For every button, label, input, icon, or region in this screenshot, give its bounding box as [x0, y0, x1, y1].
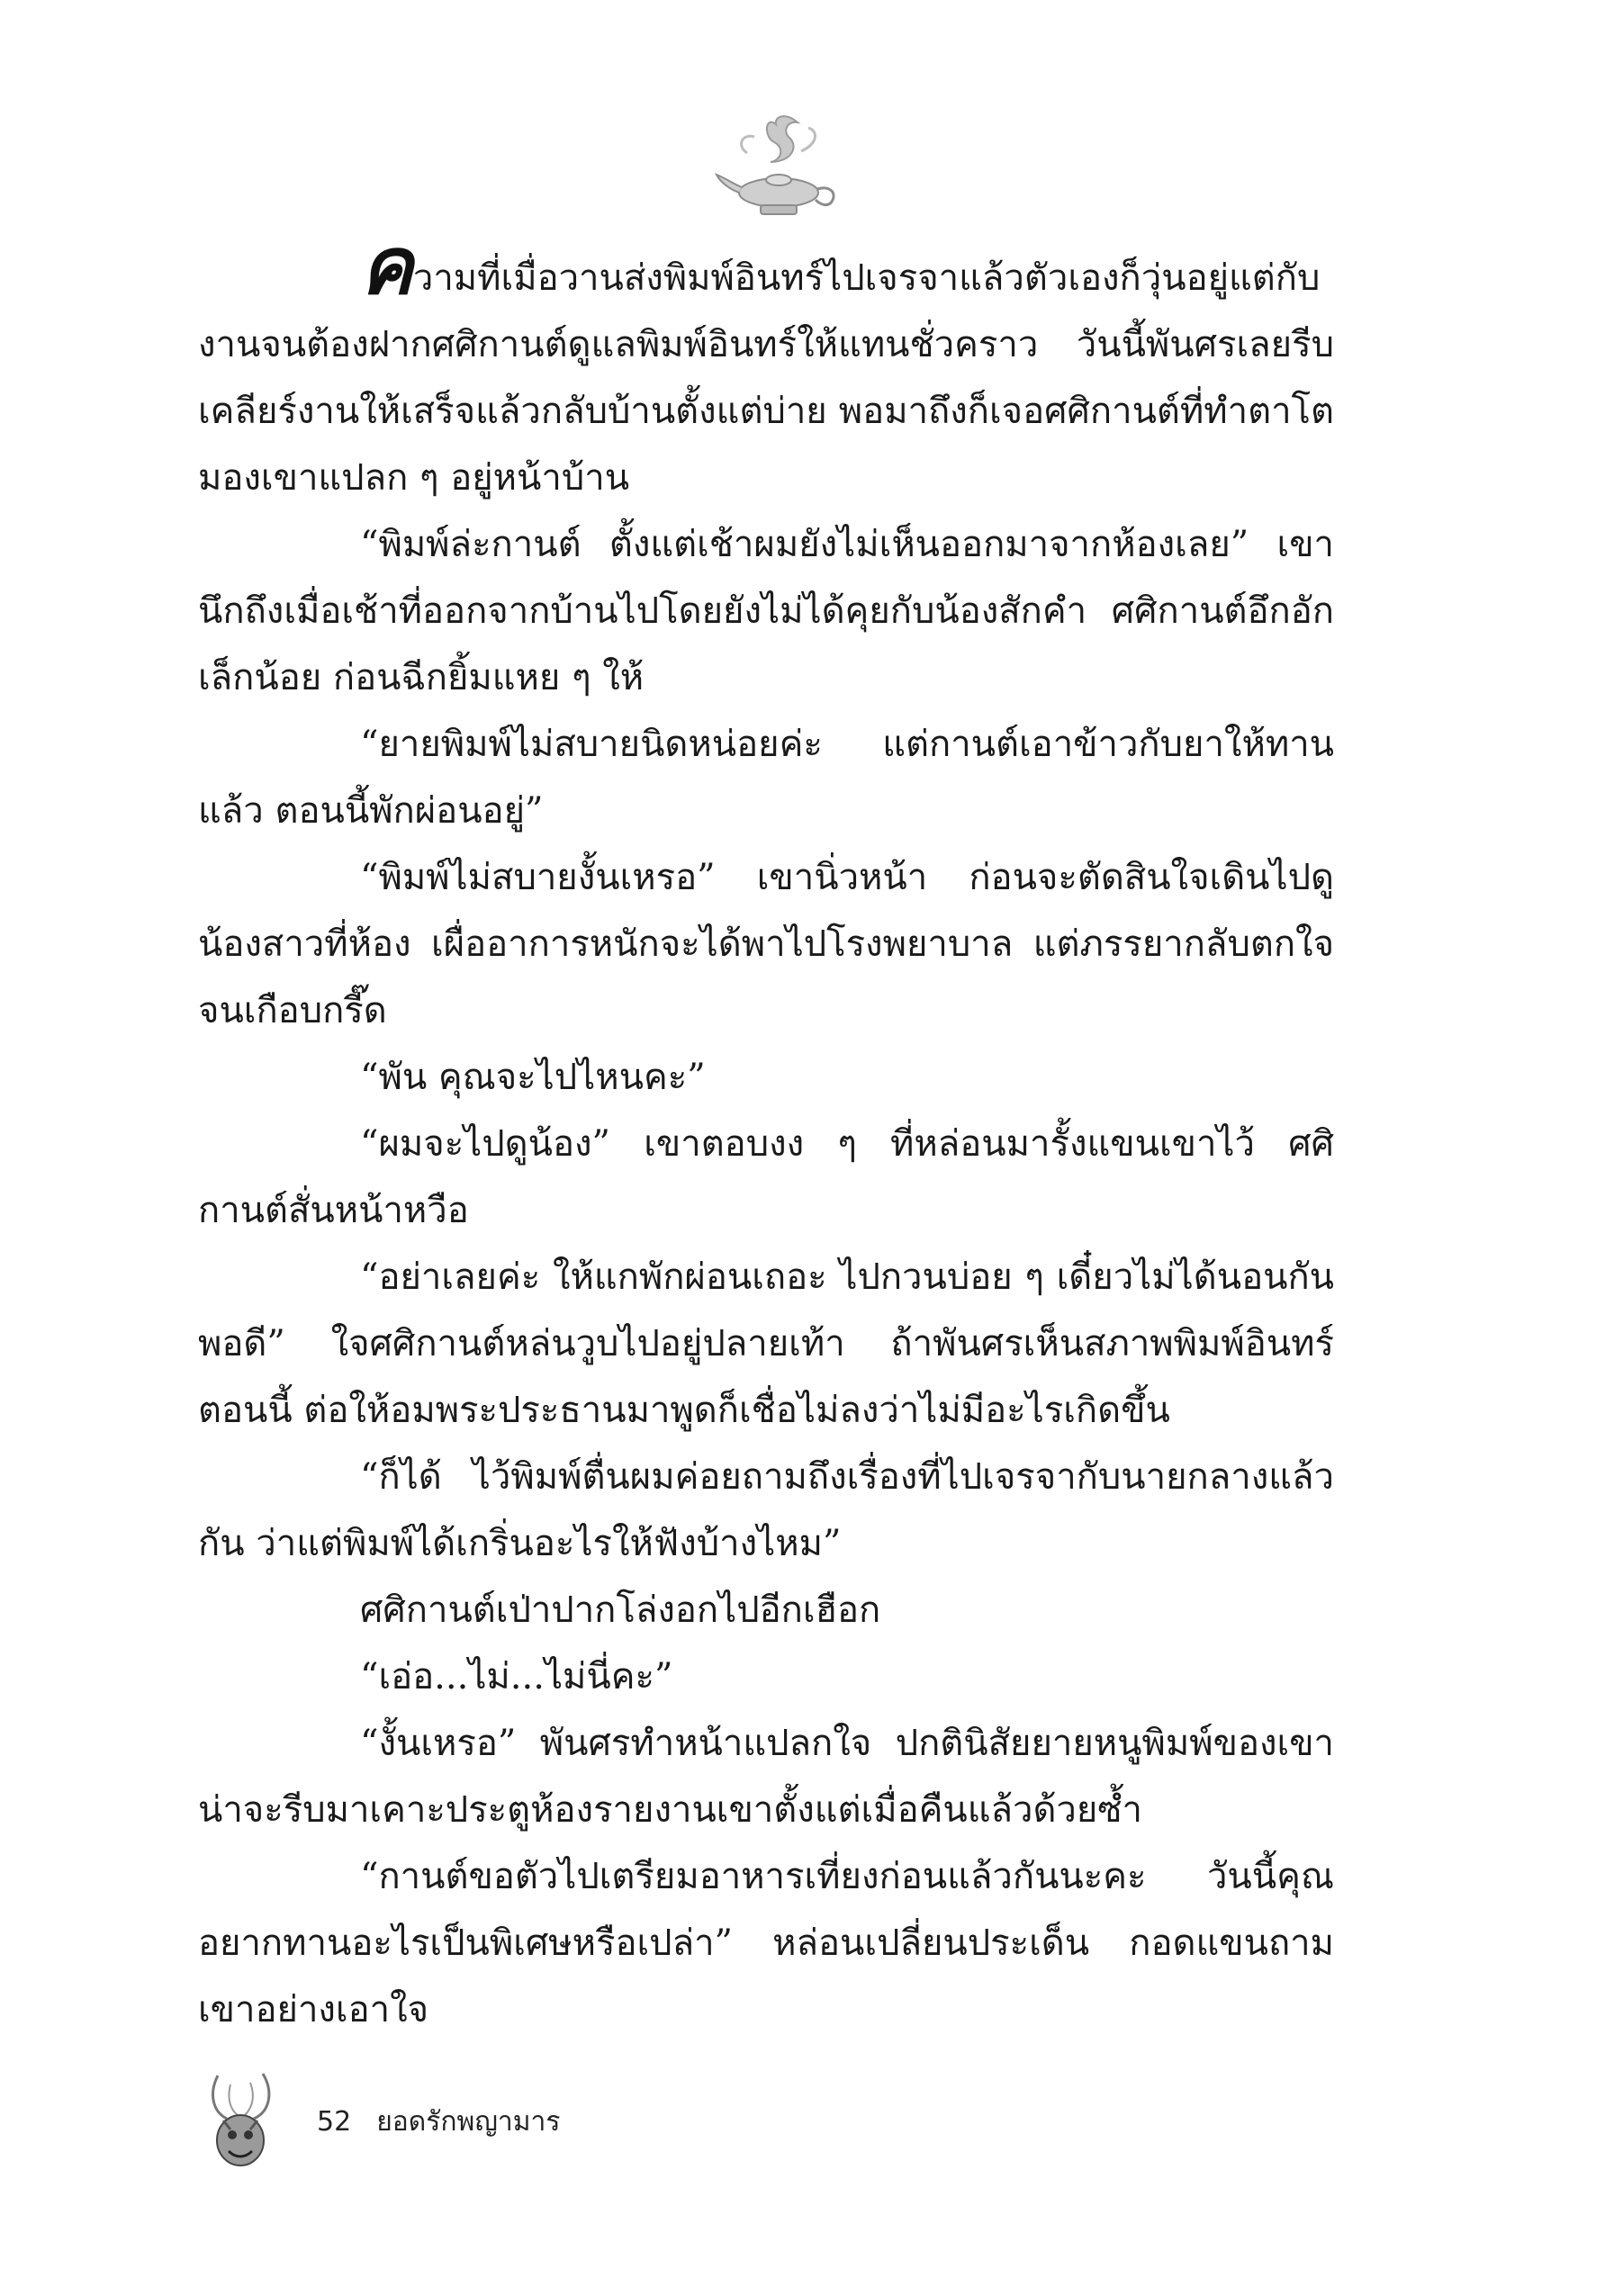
paragraph-text: วามที่เมื่อวานส่งพิมพ์อินทร์ไปเจรจาแล้วตัวเองก็วุ่นอยู่แต่กับงานจนต้องฝากศศิกานต์ดูแลพิมพ์อินทร์ให้แทนชั่วคราว วันนี้พันศรเลยรีบเคลียร์งานให้เสร็จแล้วกลับบ้านตั้งแต่บ่าย พอมาถึงก็เจอศศิกานต์ที่ทำตาโตมองเขาแปลก ๆ อยู่หน้าบ้าน: [198, 257, 1334, 499]
paragraph: “กานต์ขอตัวไปเตรียมอาหารเที่ยงก่อนแล้วกันนะคะ วันนี้คุณอยากทานอะไรเป็นพิเศษหรือเปล่า” หล่อนเปลี่ยนประเด็น กอดแขนถามเขาอย่างเอาใจ: [198, 1856, 1334, 2030]
page-number: 52: [317, 2106, 352, 2138]
paragraph: “งั้นเหรอ” พันศรทำหน้าแปลกใจ ปกตินิสัยยายหนูพิมพ์ของเขาน่าจะรีบมาเคาะประตูห้องรายงานเขาตั้งแต่เมื่อคืนแล้วด้วยซ้ำ: [198, 1723, 1334, 1831]
footer-text: [317, 2101, 560, 2143]
book-title: ยอดรักพญามาร: [376, 2106, 561, 2138]
paragraph: ศศิกานต์เป่าปากโล่งอกไปอีกเฮือก: [360, 1589, 881, 1631]
paragraph: [198, 220, 1334, 511]
paragraph: “พิมพ์ล่ะกานต์ ตั้งแต่เช้าผมยังไม่เห็นออกมาจากห้องเลย” เขานึกถึงเมื่อเช้าที่ออกจากบ้านไปโดยยังไม่ได้คุยกับน้องสักคำ ศศิกานต์อึกอักเล็กน้อย ก่อนฉีกยิ้มแหย ๆ ให้: [198, 524, 1334, 698]
paragraph: “ก็ได้ ไว้พิมพ์ตื่นผมค่อยถามถึงเรื่องที่ไปเจรจากับนายกลางแล้วกัน ว่าแต่พิมพ์ได้เกริ่นอะไรให้ฟังบ้างไหม”: [198, 1456, 1334, 1564]
demon-ornament-icon: [191, 2066, 290, 2174]
paragraph: “ผมจะไปดูน้อง” เขาตอบงง ๆ ที่หล่อนมารั้งแขนเขาไว้ ศศิกานต์สั่นหน้าหวือ: [198, 1123, 1334, 1231]
drop-cap: ค: [360, 220, 413, 312]
magic-lamp-icon: [711, 106, 846, 232]
paragraph: “ยายพิมพ์ไม่สบายนิดหน่อยค่ะ แต่กานต์เอาข้าวกับยาให้ทานแล้ว ตอนนี้พักผ่อนอยู่”: [198, 724, 1334, 832]
paragraph: “เอ่อ...ไม่...ไม่นี่คะ”: [360, 1656, 673, 1697]
body-text: [198, 220, 1334, 2043]
paragraph: “พัน คุณจะไปไหนคะ”: [360, 1057, 706, 1098]
paragraph: “อย่าเลยค่ะ ให้แกพักผ่อนเถอะ ไปกวนบ่อย ๆ เดี๋ยวไม่ได้นอนกันพอดี” ใจศศิกานต์หล่นวูบไปอยู่ปลายเท้า ถ้าพันศรเห็นสภาพพิมพ์อินทร์ตอนนี้ ต่อให้อมพระประธานมาพูดก็เชื่อไม่ลงว่าไม่มีอะไรเกิดขึ้น: [198, 1256, 1334, 1431]
page-footer: [191, 2066, 731, 2174]
paragraph: “พิมพ์ไม่สบายงั้นเหรอ” เขานิ่วหน้า ก่อนจะตัดสินใจเดินไปดูน้องสาวที่ห้อง เผื่ออาการหนักจะได้พาไปโรงพยาบาล แต่ภรรยากลับตกใจจนเกือบกรี๊ด: [198, 857, 1334, 1031]
